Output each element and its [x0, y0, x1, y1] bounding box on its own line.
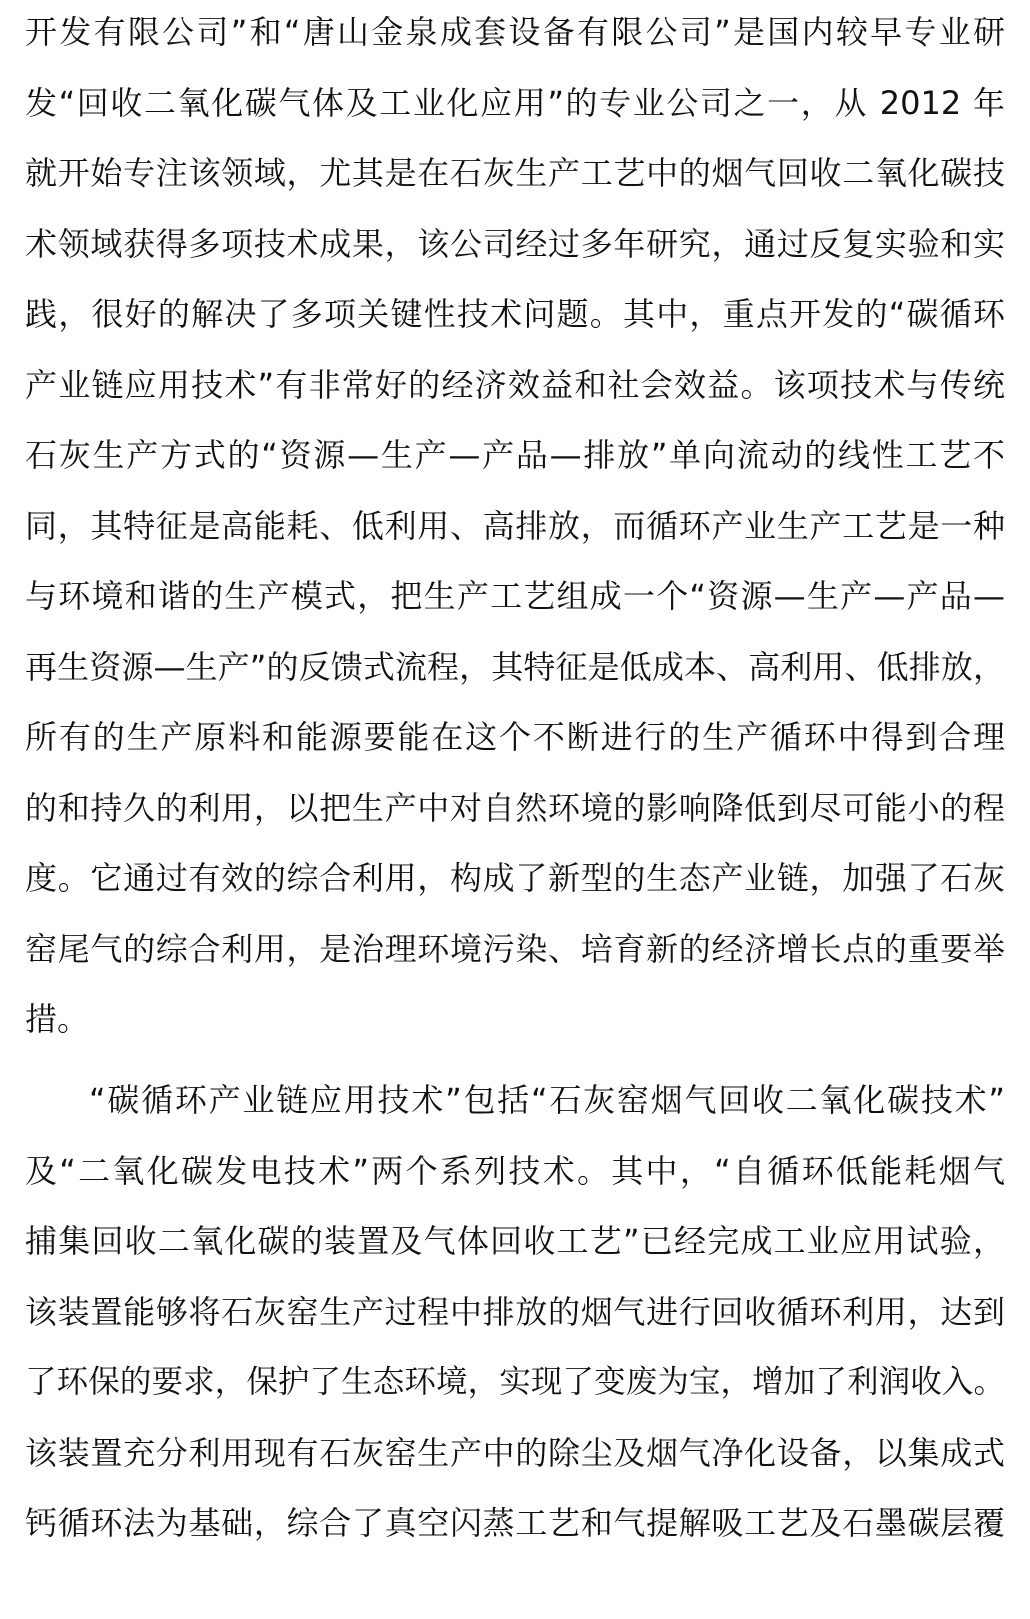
paragraph-1-line-7: 石灰生产方式的“资源—生产—产品—排放”单向流动的线性工艺不 [25, 436, 1005, 474]
paragraph-1-line-6: 产业链应用技术”有非常好的经济效益和社会效益。该项技术与传统 [25, 366, 1005, 404]
paragraph-2-line-5: 了环保的要求，保护了生态环境，实现了变废为宝，增加了利润收入。 [25, 1364, 1005, 1400]
paragraph-1-line-12: 的和持久的利用，以把生产中对自然环境的影响降低到尽可能小的程 [25, 789, 1005, 827]
paragraph-1-line-14: 窑尾气的综合利用，是治理环境污染、培育新的经济增长点的重要举 [25, 930, 1005, 968]
paragraph-1-line-9: 与环境和谐的生产模式，把生产工艺组成一个“资源—生产—产品— [25, 577, 1005, 615]
paragraph-2-line-2: 及“二氧化碳发电技术”两个系列技术。其中，“自循环低能耗烟气 [25, 1152, 1005, 1190]
paragraph-1-line-10: 再生资源—生产”的反馈式流程，其特征是低成本、高利用、低排放， [25, 648, 1005, 686]
paragraph-1-line-15: 措。 [25, 1000, 90, 1038]
paragraph-2-line-7: 钙循环法为基础，综合了真空闪蒸工艺和气提解吸工艺及石墨碳层覆 [25, 1504, 1005, 1542]
paragraph-2-line-4: 该装置能够将石灰窑生产过程中排放的烟气进行回收循环利用，达到 [25, 1293, 1005, 1331]
paragraph-2-line-6: 该装置充分利用现有石灰窑生产中的除尘及烟气净化设备，以集成式 [25, 1434, 1005, 1472]
paragraph-1-line-8: 同，其特征是高能耗、低利用、高排放，而循环产业生产工艺是一种 [25, 507, 1005, 545]
paragraph-1-line-13: 度。它通过有效的综合利用，构成了新型的生态产业链，加强了石灰 [25, 859, 1005, 897]
paragraph-1-line-11: 所有的生产原料和能源要能在这个不断进行的生产循环中得到合理 [25, 718, 1005, 756]
paragraph-1-line-4: 术领域获得多项技术成果，该公司经过多年研究，通过反复实验和实 [25, 225, 1005, 263]
paragraph-2-line-1: “碳循环产业链应用技术”包括“石灰窑烟气回收二氧化碳技术” [89, 1081, 1005, 1119]
paragraph-1-line-1: 开发有限公司”和“唐山金泉成套设备有限公司”是国内较早专业研 [25, 13, 1005, 51]
paragraph-2-line-3: 捕集回收二氧化碳的装置及气体回收工艺”已经完成工业应用试验， [25, 1222, 1005, 1260]
paragraph-1-line-2: 发“回收二氧化碳气体及工业化应用”的专业公司之一，从 2012 年 [25, 84, 1005, 122]
paragraph-1-line-3: 就开始专注该领域，尤其是在石灰生产工艺中的烟气回收二氧化碳技 [25, 154, 1005, 192]
paragraph-1-line-5: 践，很好的解决了多项关键性技术问题。其中，重点开发的“碳循环 [25, 295, 1005, 333]
